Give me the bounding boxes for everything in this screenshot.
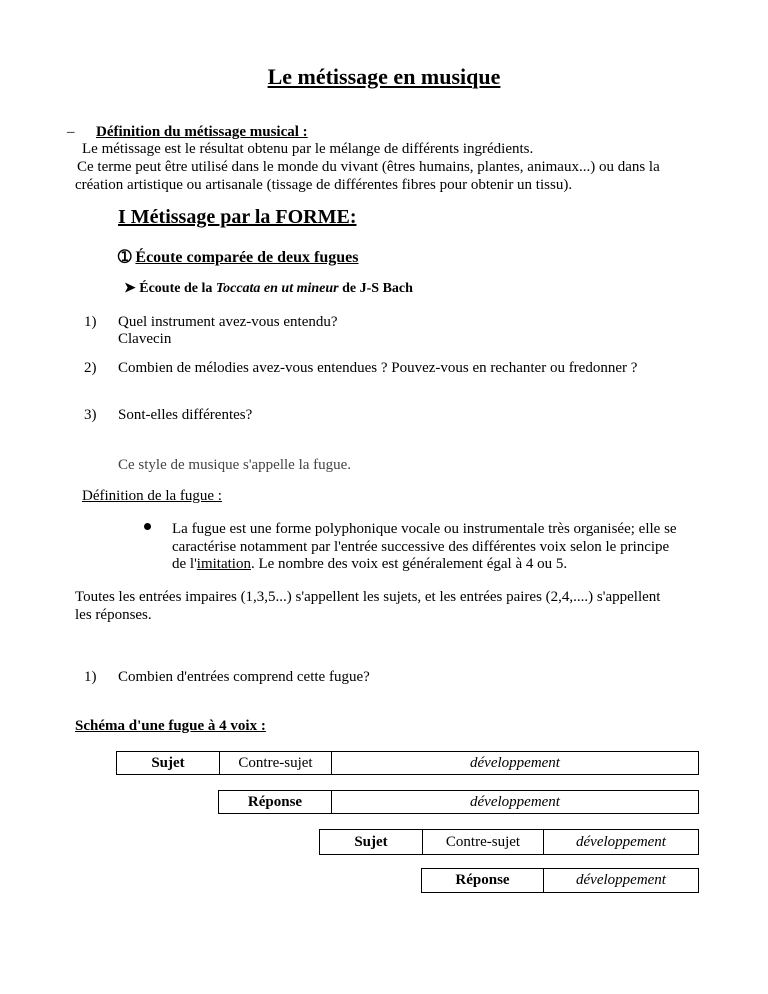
question-number: 3): [84, 407, 97, 423]
subsection-title: Écoute comparée de deux fugues: [135, 249, 359, 266]
definition-dash: –: [67, 124, 75, 140]
schema-row-4: [421, 868, 699, 893]
bullet-icon: [144, 518, 151, 535]
listening-work: Toccata en ut mineur: [215, 281, 339, 296]
style-note: Ce style de musique s'appelle la fugue.: [118, 457, 352, 473]
schema-cell-developpement: développement: [331, 752, 698, 774]
definition-line-3: création artistique ou artisanale (tissage de différentes fibres pour obtenir un tissu).: [75, 177, 573, 193]
circled-one-icon: ➀: [118, 249, 132, 266]
question-text: Combien de mélodies avez-vous entendues ? Pouvez-vous en rechanter ou fredonner ?: [118, 360, 638, 376]
fugue-definition-heading: Définition de la fugue :: [82, 488, 222, 504]
schema-row-1: [116, 751, 699, 775]
fugue-definition-line-3-suffix: . Le nombre des voix est généralement égal à 4 ou 5.: [250, 556, 568, 572]
schema-row-2: [218, 790, 699, 814]
schema-cell-reponse: Réponse: [455, 872, 510, 888]
entries-line-2: les réponses.: [75, 607, 152, 623]
schema-cell-contre-sujet: Contre-sujet: [422, 830, 543, 854]
question-text: Sont-elles différentes?: [118, 407, 253, 423]
definition-heading: Définition du métissage musical :: [96, 124, 308, 140]
schema-cell-developpement: développement: [543, 830, 698, 854]
definition-line-2: Ce terme peut être utilisé dans le monde du vivant (êtres humains, plantes, animaux...) ou dans la: [77, 159, 660, 175]
question-text: Quel instrument avez-vous entendu?: [118, 314, 338, 330]
section-heading: I Métissage par la FORME:: [118, 206, 357, 228]
question-number: 1): [84, 314, 97, 330]
listening-suffix: de J-S Bach: [342, 281, 413, 296]
schema-cell-sujet: Sujet: [354, 833, 388, 850]
fugue-definition-line-1: La fugue est une forme polyphonique vocale ou instrumentale très organisée; elle se: [172, 521, 677, 537]
arrow-icon: ➤: [124, 281, 136, 296]
definition-line-1: Le métissage est le résultat obtenu par le mélange de différents ingrédients.: [82, 141, 534, 157]
question-text: Combien d'entrées comprend cette fugue?: [118, 669, 370, 685]
listening-line: [124, 280, 413, 297]
question-number: 1): [84, 669, 97, 685]
fugue-definition-line-3: [172, 556, 567, 573]
listening-prefix: Écoute de la: [139, 281, 213, 296]
schema-cell-developpement: développement: [543, 869, 698, 892]
schema-cell-contre-sujet: Contre-sujet: [219, 752, 331, 774]
schema-heading: Schéma d'une fugue à 4 voix :: [75, 718, 266, 734]
fugue-definition-line-2: caractérise notamment par l'entrée successive des différentes voix selon le principe: [172, 539, 670, 555]
fugue-definition-line-3-prefix: de l': [172, 556, 197, 572]
entries-line-1: Toutes les entrées impaires (1,3,5...) s'appellent les sujets, et les entrées paires (2,4,....) s'appellent: [75, 589, 661, 605]
schema-cell-sujet: Sujet: [151, 754, 185, 771]
page-title: Le métissage en musique: [267, 64, 501, 89]
question-answer: Clavecin: [118, 331, 172, 347]
schema-cell-reponse: Réponse: [247, 793, 303, 810]
schema-cell-developpement: développement: [331, 791, 698, 813]
schema-row-3: [319, 829, 699, 855]
imitation-term: imitation: [196, 556, 251, 572]
question-number: 2): [84, 360, 97, 376]
subsection-heading: [118, 247, 359, 267]
